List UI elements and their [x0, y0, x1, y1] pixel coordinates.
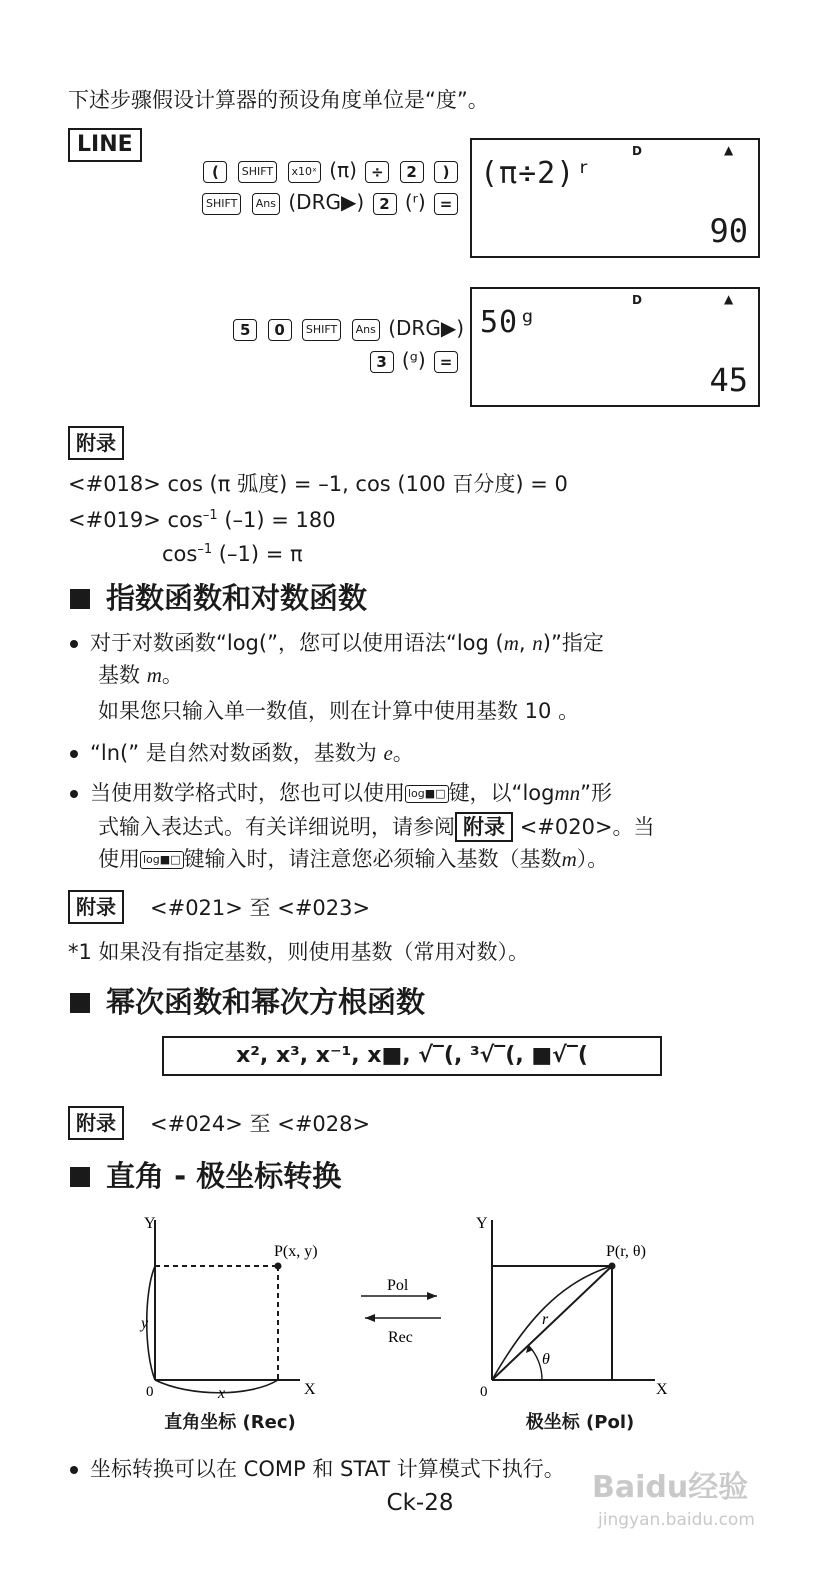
rec-x-brace: [155, 1380, 278, 1393]
appendix-line-018: <#018> cos (π 弧度) = –1, cos (100 百分度) = 0: [68, 472, 568, 496]
watermark-url: jingyan.baidu.com: [598, 1510, 755, 1530]
intro-text: 下述步骤假设计算器的预设角度单位是“度”。: [68, 88, 489, 112]
pi-label: (π): [329, 158, 357, 182]
rec-x-label: x: [218, 1385, 226, 1402]
appendix-line-019b: $\cos^{-1} (-1) = \pi$: [162, 542, 303, 566]
rec-x-axis-label: X: [304, 1381, 316, 1398]
grad-label: (ᵍ): [401, 348, 426, 372]
pol-r-label: r: [542, 1311, 549, 1328]
pol-point: [609, 1263, 616, 1270]
pol-origin-label: 0: [480, 1384, 488, 1400]
divide-key: ÷: [365, 161, 389, 183]
radian-label: (ʳ): [404, 190, 426, 214]
line-mode-label: LINE: [68, 128, 142, 162]
ex1-key-row-1: [201, 154, 460, 186]
lcd-result: 90: [709, 212, 748, 250]
rec-caption: 直角坐标 (Rec): [164, 1412, 296, 1433]
appendix-line-019: <#019> $\cos^{-1} (-1) = 180$: [68, 508, 336, 532]
bullet-math-format-cont: 式输入表达式。有关详细说明，请参阅 附录 <#020>。当: [98, 810, 655, 844]
bullet-log-base-cont: 基数 m。: [98, 663, 183, 687]
bullet-coord-modes: 坐标转换可以在 COMP 和 STAT 计算模式下执行。: [70, 1452, 565, 1486]
rec-label: Rec: [388, 1329, 413, 1346]
drg-label: (DRG▶): [388, 316, 464, 340]
bullet-log-base: 对于对数函数“log(”，您可以使用语法“log (m, n)”指定: [70, 626, 770, 660]
drg-label: (DRG▶): [288, 190, 365, 214]
pol-arrow-head: [427, 1292, 437, 1300]
ans-key: Ans: [252, 193, 280, 215]
page-number: Ck-28: [386, 1490, 454, 1516]
pol-caption: 极坐标 (Pol): [525, 1412, 635, 1433]
rec-diagram: [130, 1212, 330, 1402]
bullet-ln: “ln(” 是自然对数函数，基数为 e。: [70, 736, 414, 770]
up-arrow-icon: ▲: [724, 143, 734, 157]
bullet-math-format: 当使用数学格式时，您也可以使用 log■□ 键，以“logmn”形: [70, 776, 612, 810]
pol-radius-line: [492, 1266, 612, 1380]
rec-origin-label: 0: [146, 1384, 154, 1400]
up-arrow-icon: ▲: [724, 292, 734, 306]
ex2-key-row-2: [368, 344, 460, 376]
ex2-key-row-1: [231, 312, 464, 344]
pol-y-axis-label: Y: [476, 1215, 488, 1232]
open-paren-key: (: [203, 161, 227, 183]
bullet-log-default: 如果您只输入单一数值，则在计算中使用基数 10 。: [98, 699, 580, 723]
appendix-tag-inline: 附录: [455, 812, 513, 842]
conversion-arrows: [355, 1268, 450, 1348]
appendix-range-021: <#021> 至 <#023>: [150, 896, 371, 920]
lcd-expression: 50ᵍ: [480, 305, 538, 340]
section-heading-log: 指数函数和对数函数: [70, 578, 367, 618]
lcd-result: 45: [709, 361, 748, 399]
pol-x-axis-label: X: [656, 1381, 668, 1398]
shift-key: SHIFT: [238, 161, 277, 183]
two-key: 2: [373, 193, 397, 215]
footnote: *1 如果没有指定基数，则使用基数（常用对数）。: [68, 940, 530, 964]
log-base-key: log■□: [405, 785, 449, 803]
degree-indicator: D: [632, 144, 642, 158]
appendix-tag: 附录: [68, 1106, 124, 1140]
five-key: 5: [233, 319, 257, 341]
rec-y-label: y: [141, 1315, 149, 1332]
appendix-range-024: <#024> 至 <#028>: [150, 1112, 371, 1136]
bullet-math-format-cont2: 使用 log■□ 键输入时，请注意您必须输入基数（基数m）。: [98, 847, 609, 871]
lcd-screen-1: [470, 138, 760, 258]
pol-point-label: P(r, θ): [606, 1243, 646, 1260]
ans-key: Ans: [352, 319, 380, 341]
zero-key: 0: [268, 319, 292, 341]
section-heading-coords: 直角 - 极坐标转换: [70, 1156, 341, 1196]
degree-indicator: D: [632, 293, 642, 307]
pol-diagram: [470, 1212, 680, 1402]
log-base-key: log■□: [140, 851, 184, 869]
appendix-tag: 附录: [68, 890, 124, 924]
three-key: 3: [370, 351, 394, 373]
lcd-expression: (π÷2)ʳ: [480, 156, 595, 191]
equals-key: =: [434, 351, 458, 373]
rec-arrow-head: [365, 1314, 375, 1322]
appendix-tag: 附录: [68, 426, 124, 460]
lcd-screen-2: [470, 287, 760, 407]
shift-key: SHIFT: [302, 319, 341, 341]
x10x-key: x10ˣ: [288, 161, 321, 183]
power-functions-box: x², x³, x⁻¹, x■, √‾(, ³√‾(, ■√‾(: [162, 1036, 662, 1076]
rec-point: [275, 1263, 282, 1270]
pol-label: Pol: [387, 1277, 409, 1294]
rec-point-label: P(x, y): [274, 1243, 318, 1260]
two-key: 2: [400, 161, 424, 183]
shift-key: SHIFT: [202, 193, 241, 215]
watermark-brand: Baidu经验: [592, 1470, 749, 1505]
pol-theta-label: θ: [542, 1351, 550, 1368]
section-heading-power: 幂次函数和幂次方根函数: [70, 982, 425, 1022]
rec-y-axis-label: Y: [144, 1215, 156, 1232]
equals-key: =: [434, 193, 458, 215]
ex1-key-row-2: [200, 186, 460, 218]
close-paren-key: ): [434, 161, 458, 183]
